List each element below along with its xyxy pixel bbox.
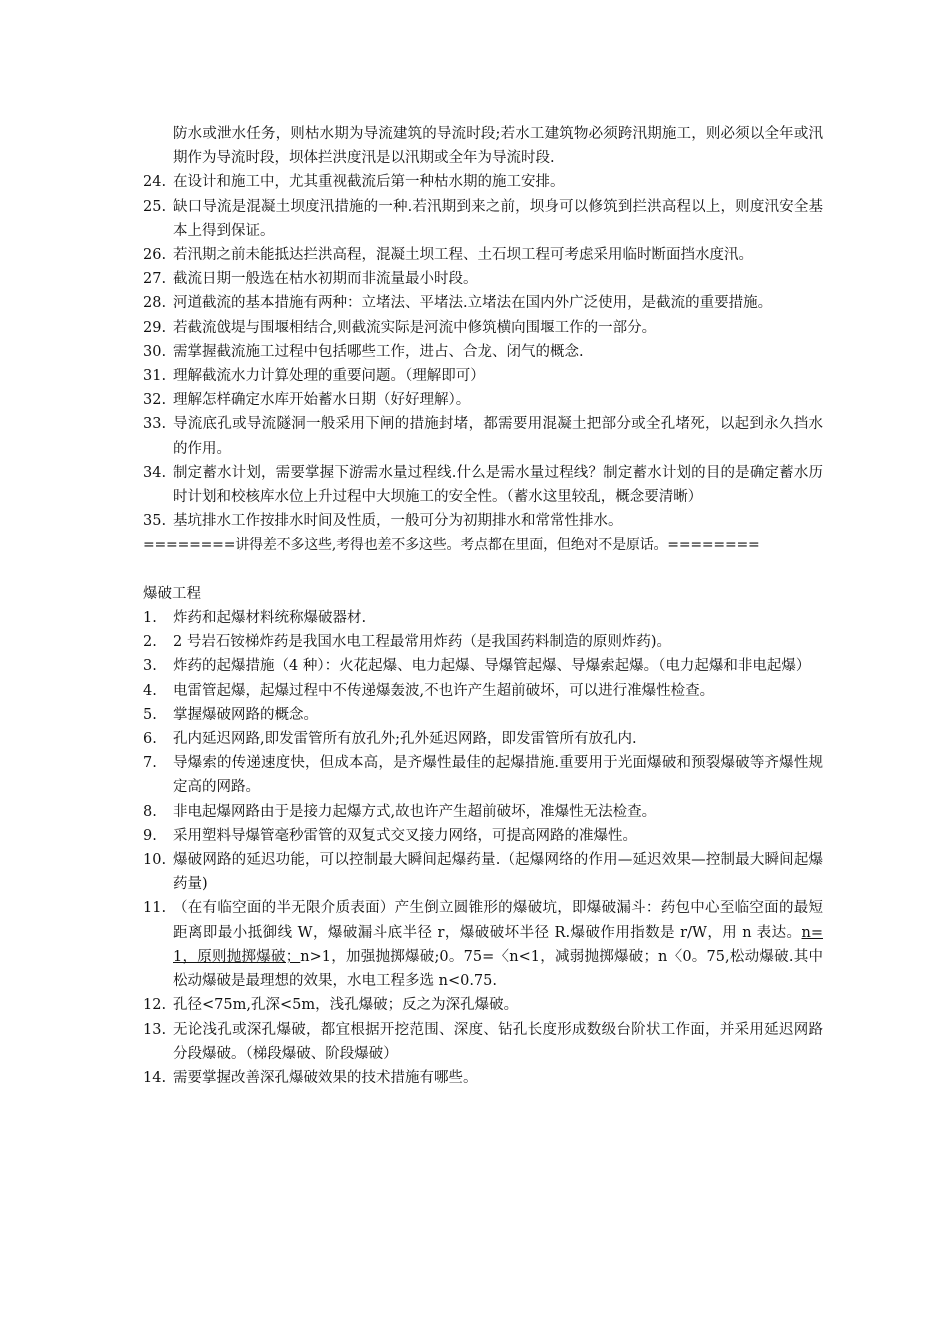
list-item: [143, 340, 823, 364]
item-text: 若截流戗堤与围堰相结合,则截流实际是河流中修筑横向围堰工作的一部分。: [173, 319, 657, 336]
item-number: 10.: [143, 852, 167, 869]
item-number: 25.: [143, 198, 167, 215]
item-text: 需掌握截流施工过程中包括哪些工作，进占、合龙、闭气的概念.: [173, 343, 584, 360]
list-item: [143, 679, 823, 703]
list-item: [143, 267, 823, 291]
underlined-text: n=1，原则抛掷爆破；: [173, 924, 823, 965]
item-number: 2.: [143, 634, 157, 651]
item-text: 导流底孔或导流隧洞一般采用下闸的措施封堵，都需要用混凝土把部分或全孔堵死，以起到永久挡水的作用。: [173, 416, 823, 457]
list-item: [143, 412, 823, 460]
list-item: [143, 1066, 823, 1090]
list-item: [143, 195, 823, 243]
list-item: [143, 993, 823, 1017]
list-item: [143, 727, 823, 751]
item-text: 河道截流的基本措施有两种：立堵法、平堵法.立堵法在国内外广泛使用，是截流的重要措施。: [173, 295, 773, 312]
list-item: [143, 364, 823, 388]
item-text: 截流日期一般选在枯水初期而非流量最小时段。: [173, 271, 478, 288]
item-number: 12.: [143, 997, 167, 1014]
list-item: [143, 461, 823, 509]
item-number: 24.: [143, 174, 167, 191]
item-text: 若汛期之前未能抵达拦洪高程，混凝土坝工程、土石坝工程可考虑采用临时断面挡水度汛。: [173, 247, 753, 264]
item-text-part: （在有临空面的半无限介质表面）产生倒立圆锥形的爆破坑，即爆破漏斗：药包中心至临空面的最短距离即最小抵御线 W，爆破漏斗底半径 r，爆破破坏半径 R.爆破作用指数是 r/W，用 n 表达。: [173, 900, 823, 941]
item-number: 31.: [143, 368, 167, 385]
item-number: 9.: [143, 827, 157, 844]
list-item: [143, 1018, 823, 1066]
item-text: 非电起爆网路由于是接力起爆方式,故也许产生超前破坏，准爆性无法检查。: [173, 803, 657, 820]
item-text: 制定蓄水计划，需要掌握下游需水量过程线.什么是需水量过程线？制定蓄水计划的目的是确定蓄水历时计划和校核库水位上升过程中大坝施工的安全性。（蓄水这里较乱，概念要清晰）: [173, 464, 823, 506]
item-number: 4.: [143, 682, 157, 699]
list-item: [143, 243, 823, 267]
list-item: [143, 606, 823, 630]
item-text: 基坑排水工作按排水时间及性质，一般可分为初期排水和常常性排水。: [173, 513, 623, 530]
item-number: 33.: [143, 416, 167, 433]
document-body: [143, 122, 823, 1090]
item-number: 3.: [143, 658, 157, 675]
list-item: [143, 800, 823, 824]
list-item: [143, 316, 823, 340]
item-number: 7.: [143, 755, 157, 772]
item-text: 导爆索的传递速度快，但成本高，是齐爆性最佳的起爆措施.重要用于光面爆破和预裂爆破等齐爆性规定高的网路。: [173, 755, 823, 796]
item-text: 孔内延迟网路,即发雷管所有放孔外;孔外延迟网路，即发雷管所有放孔内.: [173, 731, 637, 748]
continuation-paragraph: 防水或泄水任务，则枯水期为导流建筑的导流时段;若水工建筑物必须跨汛期施工，则必须以全年或汛期作为导流时段，坝体拦洪度汛是以汛期或全年为导流时段.: [173, 126, 823, 167]
item-number: 27.: [143, 271, 167, 288]
section-heading: 爆破工程: [143, 585, 201, 602]
item-text: 理解截流水力计算处理的重要问题。（理解即可）: [173, 368, 485, 385]
item-text: 需要掌握改善深孔爆破效果的技术措施有哪些。: [173, 1069, 478, 1086]
item-text-part: n>1，加强抛掷爆破;0。75=〈n<1，减弱抛掷爆破；n〈0。75,松动爆破.其中松动爆破是最理想的效果，水电工程多选 n<0.75.: [173, 948, 823, 990]
item-number: 29.: [143, 319, 167, 336]
list-item: [143, 824, 823, 848]
item-text: 炸药的起爆措施（4 种）：火花起爆、电力起爆、导爆管起爆、导爆索起爆。（电力起爆和非电起爆）: [173, 658, 811, 675]
item-number: 1.: [143, 610, 157, 627]
item-text: 掌握爆破网路的概念。: [173, 706, 318, 723]
item-text: 在设计和施工中，尤其重视截流后第一种枯水期的施工安排。: [173, 174, 565, 191]
item-text: [173, 896, 823, 993]
item-number: 35.: [143, 513, 167, 530]
item-text: 炸药和起爆材料统称爆破器材.: [173, 610, 367, 627]
diversion-list: [143, 170, 823, 533]
item-text: 2 号岩石铵梯炸药是我国水电工程最常用炸药（是我国药料制造的原则炸药)。: [173, 634, 671, 651]
list-item: [143, 751, 823, 799]
item-text: 电雷管起爆，起爆过程中不传递爆轰波,不也许产生超前破坏，可以进行准爆性检查。: [173, 682, 715, 699]
list-item: [143, 848, 823, 896]
blasting-list: [143, 606, 823, 1090]
list-item: [143, 703, 823, 727]
list-item: [143, 654, 823, 678]
item-number: 14.: [143, 1069, 167, 1086]
item-number: 28.: [143, 295, 167, 312]
item-text: 采用塑料导爆管毫秒雷管的双复式交叉接力网络，可提高网路的准爆性。: [173, 827, 637, 844]
item-number: 11.: [143, 900, 167, 917]
list-item: [143, 291, 823, 315]
item-text: 孔径<75m,孔深<5m，浅孔爆破；反之为深孔爆破。: [173, 997, 519, 1014]
item-text: 缺口导流是混凝土坝度汛措施的一种.若汛期到来之前，坝身可以修筑到拦洪高程以上，则度汛安全基本上得到保证。: [173, 198, 823, 239]
section-divider: ========讲得差不多这些,考得也差不多这些。考点都在里面，但绝对不是原话。========: [143, 537, 760, 554]
item-number: 30.: [143, 343, 167, 360]
item-number: 6.: [143, 731, 157, 748]
item-text: 理解怎样确定水库开始蓄水日期（好好理解）。: [173, 392, 471, 409]
list-item: [143, 388, 823, 412]
list-item: [143, 170, 823, 194]
item-text: 爆破网路的延迟功能，可以控制最大瞬间起爆药量.（起爆网络的作用—延迟效果—控制最大瞬间起爆药量): [173, 852, 823, 893]
item-number: 8.: [143, 803, 157, 820]
list-item: [143, 509, 823, 533]
item-number: 13.: [143, 1021, 167, 1038]
list-item: [143, 630, 823, 654]
item-number: 34.: [143, 464, 167, 481]
item-number: 26.: [143, 247, 167, 264]
item-number: 5.: [143, 706, 157, 723]
blank-line: [143, 558, 823, 582]
item-number: 32.: [143, 392, 167, 409]
list-item: [143, 896, 823, 993]
item-text: 无论浅孔或深孔爆破，都宜根据开挖范围、深度、钻孔长度形成数级台阶状工作面，并采用延迟网路分段爆破。（梯段爆破、阶段爆破）: [173, 1021, 823, 1062]
